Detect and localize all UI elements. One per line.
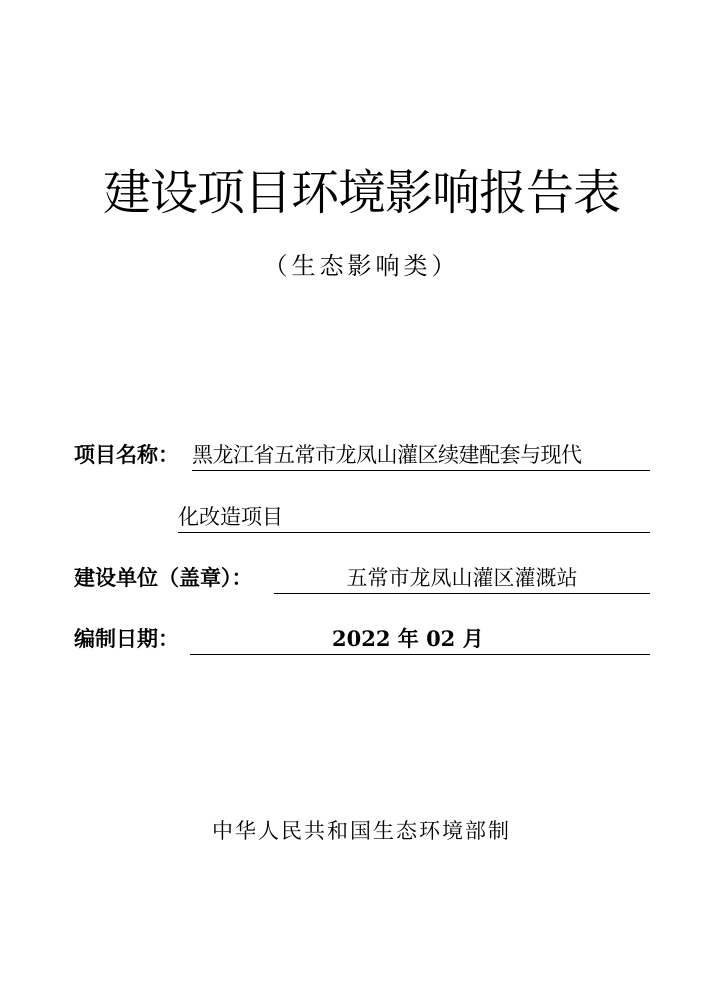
project-name-label: 项目名称：	[74, 442, 179, 467]
compile-date-value: 2022 年 02 月	[332, 626, 484, 651]
construction-unit-value: 五常市龙凤山灌区灌溉站	[274, 563, 650, 594]
project-name-value-line1: 黑龙江省五常市龙凤山灌区续建配套与现代	[192, 440, 650, 471]
document-subtitle: （生态影响类）	[263, 252, 460, 280]
compile-date-field	[190, 624, 650, 655]
document-title: 建设项目环境影响报告表	[102, 165, 620, 221]
issuer-footer: 中华人民共和国生态环境部制	[212, 819, 511, 843]
project-name-value-line2: 化改造项目	[178, 502, 650, 533]
compile-date-label: 编制日期：	[74, 626, 179, 651]
construction-unit-label: 建设单位（盖章）：	[74, 565, 253, 590]
